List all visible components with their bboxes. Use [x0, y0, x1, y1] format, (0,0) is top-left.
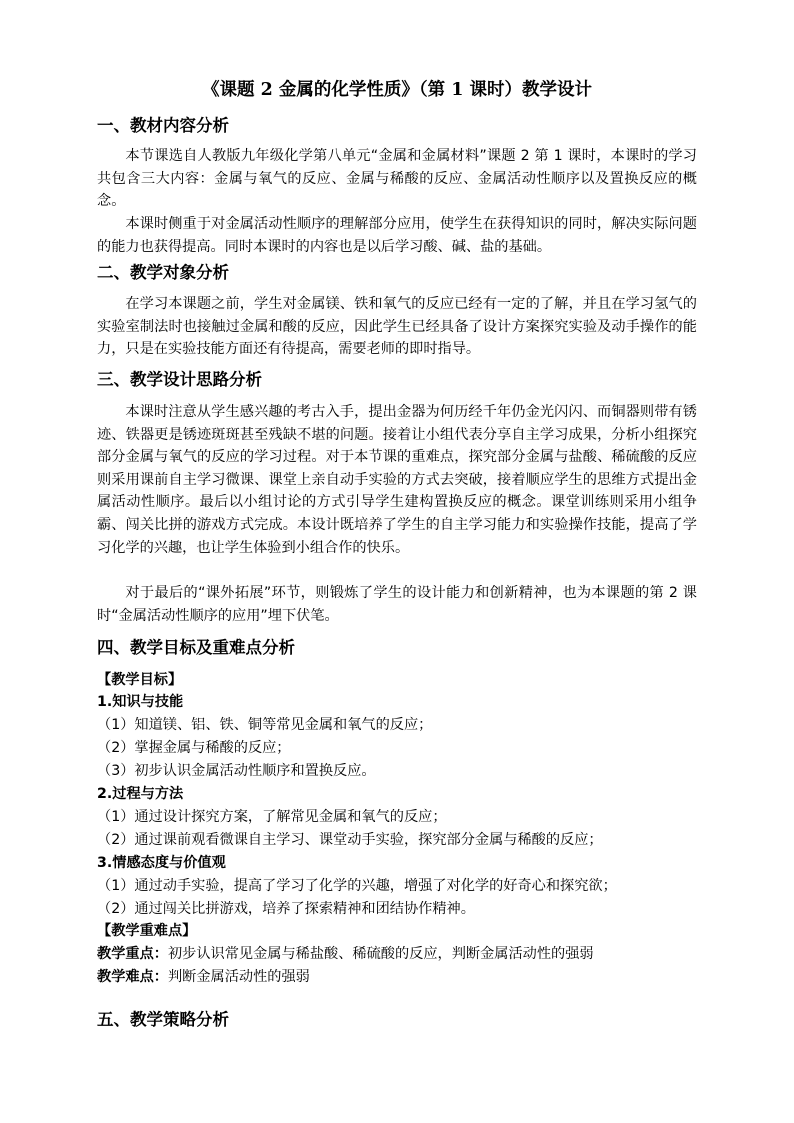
section-heading-4: 四、教学目标及重难点分析: [97, 638, 295, 657]
goal-group-2-label: 2.过程与方法: [97, 786, 184, 802]
key-difficult-label: 【教学重难点】: [97, 923, 197, 939]
teaching-difficult-point: [97, 966, 310, 988]
goal-item: （1）通过设计探究方案，了解常见金属和氧气的反应；: [97, 809, 447, 825]
section-heading-2: 二、教学对象分析: [97, 263, 229, 282]
difficult-point-label: 教学难点：: [97, 969, 168, 985]
goal-group-3-label: 3.情感态度与价值观: [97, 855, 226, 871]
section2-paragraph-1: 在学习本课题之前，学生对金属镁、铁和氧气的反应已经有一定的了解，并且在学习氢气的实验室制法时也接触过金属和酸的反应，因此学生已经具备了设计方案探究实验及动手操作的能力，只是在实验技能方面还有待提高，需要老师的即时指导。: [97, 296, 697, 358]
goal-item: （2）通过闯关比拼游戏，培养了探索精神和团结协作精神。: [97, 901, 475, 917]
goal-item: （2）通过课前观看微课自主学习、课堂动手实验，探究部分金属与稀酸的反应；: [97, 832, 603, 848]
goal-group-1-label: 1.知识与技能: [97, 694, 184, 710]
section1-paragraph-2: 本课时侧重于对金属活动性顺序的理解部分应用，使学生在获得知识的同时，解决实际问题的能力也获得提高。同时本课时的内容也是以后学习酸、碱、盐的基础。: [97, 216, 697, 255]
teaching-key-point: [97, 943, 594, 965]
goal-item: （1）知道镁、铝、铁、铜等常见金属和氧气的反应；: [97, 717, 433, 733]
difficult-point-text: 判断金属活动性的强弱: [167, 969, 310, 985]
section1-paragraph-1: 本节课选自人教版九年级化学第八单元“金属和金属材料”课题 2 第 1 课时，本课时的学习共包含三大内容：金属与氧气的反应、金属与稀酸的反应、金属活动性顺序以及置换反应的概念。: [97, 148, 697, 210]
document-title: 《课题 2 金属的化学性质》（第 1 课时）教学设计: [202, 80, 592, 100]
section-heading-5: 五、教学策略分析: [97, 1010, 229, 1029]
section-heading-3: 三、教学设计思路分析: [97, 370, 262, 389]
goal-item: （1）通过动手实验，提高了学习了化学的兴趣，增强了对化学的好奇心和探究欲；: [97, 878, 617, 894]
key-point-label: 教学重点：: [97, 946, 168, 962]
key-point-text: 初步认识常见金属与稀盐酸、稀硫酸的反应，判断金属活动性的强弱: [167, 946, 594, 962]
section-heading-1: 一、教材内容分析: [97, 116, 229, 135]
section3-paragraph-1: 本课时注意从学生感兴趣的考古入手，提出金器为何历经千年仍金光闪闪、而铜器则带有锈迹、铁器更是锈迹斑斑甚至残缺不堪的问题。接着让小组代表分享自主学习成果，分析小组探究部分金属与氧气的反应的学习过程。对于本节课的重难点，探究部分金属与盐酸、稀硫酸的反应则采用课前自主学习微课、课堂上亲自动手实验的方式去突破，接着顺应学生的思维方式提出金属活动性顺序。最后以小组讨论的方式引导学生建构置换反应的概念。课堂训练则采用小组争霸、闯关比拼的游戏方式完成。本设计既培养了学生的自主学习能力和实验操作技能，提高了学习化学的兴趣，也让学生体验到小组合作的快乐。: [97, 404, 697, 556]
teaching-goals-label: 【教学目标】: [97, 672, 183, 688]
goal-item: （2）掌握金属与稀酸的反应；: [97, 740, 291, 756]
goal-item: （3）初步认识金属活动性顺序和置换反应。: [97, 763, 376, 779]
section3-paragraph-2: 对于最后的“课外拓展”环节，则锻炼了学生的设计能力和创新精神，也为本课题的第 2 课时“金属活动性顺序的应用”埋下伏笔。: [97, 585, 697, 624]
